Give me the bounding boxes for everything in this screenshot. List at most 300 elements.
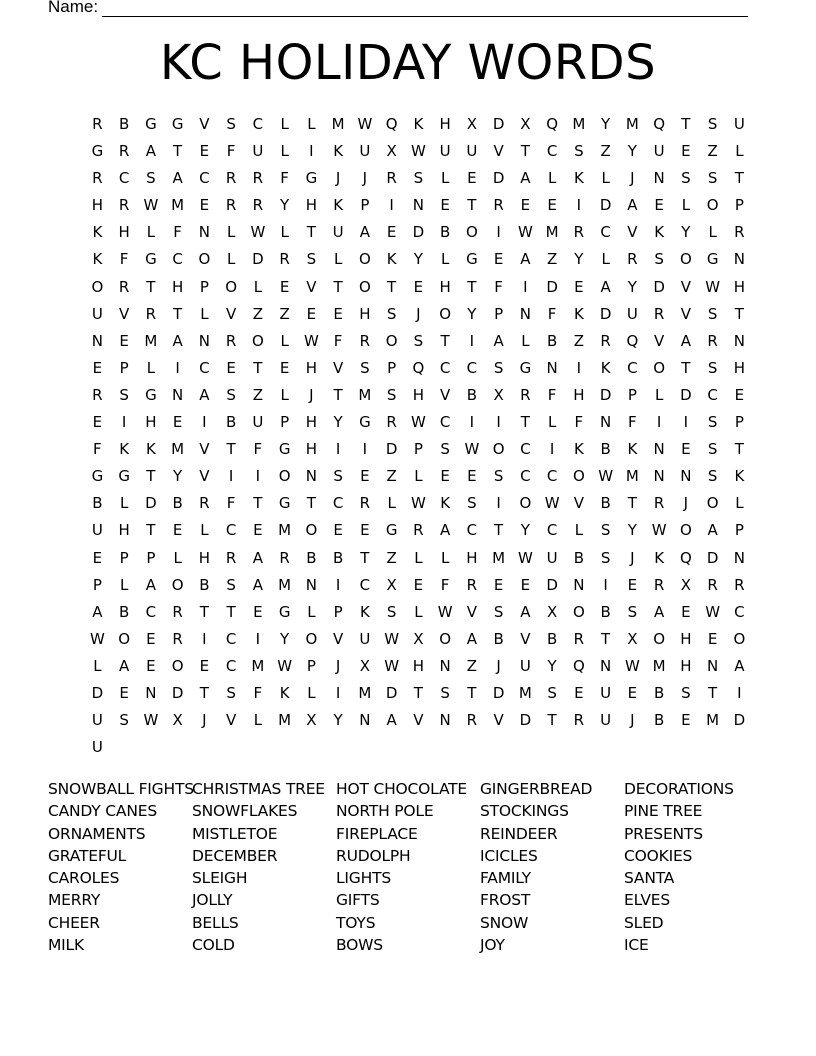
grid-letter[interactable]: P [199,277,209,296]
grid-letter[interactable]: X [546,602,558,621]
grid-letter[interactable]: S [413,169,424,188]
grid-letter[interactable]: F [440,575,450,594]
grid-letter[interactable]: R [225,196,237,215]
grid-letter[interactable]: B [546,629,558,648]
grid-letter[interactable]: E [199,196,210,215]
grid-letter[interactable]: N [198,331,210,350]
grid-letter[interactable]: D [599,196,612,215]
grid-letter[interactable]: M [358,385,372,404]
grid-letter[interactable]: H [305,358,318,377]
grid-letter[interactable]: I [656,413,662,432]
grid-letter[interactable]: E [681,711,691,730]
grid-letter[interactable]: L [414,548,423,567]
grid-letter[interactable]: R [225,331,237,350]
grid-letter[interactable]: D [706,548,719,567]
grid-letter[interactable]: G [278,602,291,621]
grid-letter[interactable]: W [705,277,721,296]
grid-letter[interactable]: E [520,575,531,594]
grid-letter[interactable]: R [466,711,478,730]
grid-letter[interactable]: Z [279,304,290,323]
grid-letter[interactable]: B [600,602,611,621]
grid-letter[interactable]: C [225,656,237,675]
grid-letter[interactable]: T [253,494,263,513]
grid-letter[interactable]: D [492,115,505,133]
grid-letter[interactable]: D [91,683,104,702]
grid-letter[interactable]: Z [386,548,397,567]
grid-letter[interactable]: F [494,277,503,296]
grid-letter[interactable]: M [251,656,265,675]
grid-letter[interactable]: U [359,629,371,648]
grid-letter[interactable]: N [733,250,745,269]
grid-letter[interactable]: H [118,521,130,540]
grid-letter[interactable]: S [654,250,664,269]
grid-letter[interactable]: E [172,413,183,432]
grid-letter[interactable]: I [576,196,582,215]
grid-letter[interactable]: L [253,277,263,296]
grid-letter[interactable]: N [653,440,665,459]
grid-letter[interactable]: V [118,304,130,323]
grid-letter[interactable]: J [496,656,501,675]
grid-letter[interactable]: I [255,467,261,486]
grid-letter[interactable]: B [439,223,451,242]
grid-letter[interactable]: H [305,413,318,432]
grid-letter[interactable]: I [202,413,207,432]
grid-letter[interactable]: V [439,385,451,404]
grid-letter[interactable]: E [92,548,103,567]
grid-letter[interactable]: E [574,277,584,296]
grid-letter[interactable]: V [680,304,691,323]
grid-letter[interactable]: H [359,304,371,323]
grid-letter[interactable]: S [600,548,611,567]
grid-letter[interactable]: S [146,169,156,188]
grid-letter[interactable]: L [200,304,209,323]
grid-letter[interactable]: M [358,683,372,702]
grid-letter[interactable]: J [202,711,207,730]
grid-letter[interactable]: R [92,115,103,133]
grid-letter[interactable]: H [145,413,157,432]
grid-letter[interactable]: I [469,413,475,432]
grid-letter[interactable]: O [358,250,371,269]
grid-letter[interactable]: U [519,656,531,675]
grid-letter[interactable]: I [496,494,501,513]
grid-letter[interactable]: Y [627,142,637,161]
grid-letter[interactable]: V [199,467,210,486]
grid-letter[interactable]: O [733,629,746,648]
grid-letter[interactable]: T [360,548,370,567]
grid-letter[interactable]: M [331,115,345,133]
grid-letter[interactable]: O [653,358,666,377]
grid-letter[interactable]: L [173,548,182,567]
grid-letter[interactable]: L [735,142,744,161]
grid-letter[interactable]: I [496,223,501,242]
grid-letter[interactable]: S [226,115,236,133]
grid-letter[interactable]: D [385,440,398,459]
grid-letter[interactable]: H [305,196,318,215]
grid-letter[interactable]: R [279,548,290,567]
grid-letter[interactable]: N [359,711,371,730]
grid-letter[interactable]: P [333,602,343,621]
grid-letter[interactable]: O [278,467,291,486]
grid-letter[interactable]: O [572,602,585,621]
grid-letter[interactable]: A [466,629,477,648]
grid-letter[interactable]: R [466,575,478,594]
grid-letter[interactable]: I [496,413,501,432]
grid-letter[interactable]: K [145,440,156,459]
grid-letter[interactable]: O [171,575,184,594]
grid-letter[interactable]: O [519,494,532,513]
grid-letter[interactable]: T [173,142,183,161]
grid-letter[interactable]: I [335,683,341,702]
grid-letter[interactable]: Z [466,656,478,675]
grid-letter[interactable]: V [493,142,504,161]
grid-letter[interactable]: D [599,304,612,323]
grid-letter[interactable]: L [521,331,530,350]
grid-letter[interactable]: N [198,223,210,242]
grid-letter[interactable]: Z [252,304,264,323]
grid-letter[interactable]: V [225,304,237,323]
grid-letter[interactable]: C [172,250,183,269]
grid-letter[interactable]: B [118,115,130,133]
grid-letter[interactable]: J [335,656,341,675]
grid-letter[interactable]: T [387,277,397,296]
grid-letter[interactable]: U [439,142,451,161]
grid-letter[interactable]: I [549,440,555,459]
grid-letter[interactable]: R [627,250,638,269]
grid-letter[interactable]: B [493,629,504,648]
grid-letter[interactable]: R [225,169,237,188]
grid-letter[interactable]: U [359,142,371,161]
grid-letter[interactable]: X [359,656,371,675]
grid-letter[interactable]: F [226,494,236,513]
grid-letter[interactable]: N [519,304,531,323]
grid-letter[interactable]: I [255,629,261,648]
grid-letter[interactable]: S [360,358,370,377]
grid-letter[interactable]: U [332,223,344,242]
grid-letter[interactable]: T [601,629,611,648]
grid-letter[interactable]: M [171,196,185,215]
grid-letter[interactable]: N [733,331,745,350]
grid-letter[interactable]: S [707,467,718,486]
grid-letter[interactable]: B [92,494,103,513]
grid-letter[interactable]: N [305,575,317,594]
grid-letter[interactable]: R [386,169,397,188]
grid-letter[interactable]: D [492,169,505,188]
grid-letter[interactable]: O [492,440,505,459]
grid-letter[interactable]: W [303,331,319,350]
grid-letter[interactable]: T [627,494,637,513]
grid-letter[interactable]: C [225,521,237,540]
grid-letter[interactable]: L [414,467,423,486]
grid-letter[interactable]: H [91,196,104,215]
grid-letter[interactable]: O [171,656,184,675]
grid-letter[interactable]: C [546,467,558,486]
grid-letter[interactable]: J [335,169,341,188]
grid-letter[interactable]: N [680,467,692,486]
grid-letter[interactable]: Q [626,331,639,350]
grid-letter[interactable]: X [306,711,317,730]
grid-letter[interactable]: K [573,169,584,188]
grid-letter[interactable]: E [172,521,183,540]
grid-letter[interactable]: R [573,711,585,730]
grid-letter[interactable]: R [520,385,531,404]
grid-letter[interactable]: A [359,223,370,242]
grid-letter[interactable]: T [681,115,691,133]
grid-letter[interactable]: E [253,602,263,621]
grid-letter[interactable]: E [279,277,290,296]
grid-letter[interactable]: R [600,331,611,350]
grid-letter[interactable]: D [599,385,612,404]
grid-letter[interactable]: N [91,331,103,350]
grid-letter[interactable]: F [226,142,236,161]
grid-letter[interactable]: S [493,467,504,486]
grid-letter[interactable]: E [440,467,450,486]
grid-letter[interactable]: R [92,169,103,188]
grid-letter[interactable]: M [706,711,720,730]
grid-letter[interactable]: L [440,169,450,188]
grid-letter[interactable]: F [280,169,289,188]
grid-letter[interactable]: K [413,115,424,133]
grid-letter[interactable]: D [145,494,157,513]
grid-letter[interactable]: O [358,277,371,296]
grid-letter[interactable]: M [278,521,292,540]
grid-letter[interactable]: O [439,629,452,648]
grid-letter[interactable]: S [226,683,236,702]
grid-letter[interactable]: L [735,494,744,513]
grid-letter[interactable]: I [683,413,689,432]
grid-letter[interactable]: T [440,331,450,350]
grid-letter[interactable]: Y [627,277,637,296]
grid-letter[interactable]: S [386,385,397,404]
grid-letter[interactable]: A [520,169,531,188]
grid-letter[interactable]: P [627,385,637,404]
grid-letter[interactable]: S [306,250,317,269]
grid-letter[interactable]: C [332,494,344,513]
grid-letter[interactable]: H [573,385,585,404]
grid-letter[interactable]: L [387,494,396,513]
grid-letter[interactable]: S [386,602,397,621]
grid-letter[interactable]: T [467,683,477,702]
grid-letter[interactable]: P [306,656,316,675]
grid-letter[interactable]: C [466,358,478,377]
grid-letter[interactable]: K [440,494,451,513]
grid-letter[interactable]: I [469,331,475,350]
grid-letter[interactable]: W [410,413,426,432]
grid-letter[interactable]: H [680,656,692,675]
grid-letter[interactable]: D [653,277,665,296]
grid-letter[interactable]: L [253,711,263,730]
grid-letter[interactable]: N [305,467,317,486]
grid-letter[interactable]: L [280,223,289,242]
grid-letter[interactable]: A [680,331,691,350]
grid-letter[interactable]: Z [707,142,718,161]
grid-letter[interactable]: N [733,548,745,567]
grid-letter[interactable]: A [734,656,745,675]
grid-letter[interactable]: K [654,548,665,567]
grid-letter[interactable]: W [143,711,159,730]
grid-letter[interactable]: G [171,115,184,133]
grid-letter[interactable]: U [91,738,103,757]
grid-letter[interactable]: B [573,548,585,567]
grid-letter[interactable]: C [439,413,451,432]
grid-letter[interactable]: A [118,656,130,675]
grid-letter[interactable]: S [467,494,477,513]
grid-letter[interactable]: K [92,250,103,269]
grid-letter[interactable]: O [572,467,585,486]
grid-letter[interactable]: A [707,521,718,540]
grid-letter[interactable]: S [333,467,343,486]
grid-letter[interactable]: W [517,223,533,242]
grid-letter[interactable]: S [440,440,450,459]
grid-letter[interactable]: O [251,331,264,350]
grid-letter[interactable]: I [121,413,127,432]
grid-letter[interactable]: T [494,521,504,540]
grid-letter[interactable]: A [627,196,638,215]
grid-letter[interactable]: Y [574,250,584,269]
grid-letter[interactable]: A [252,575,263,594]
name-underline[interactable] [102,0,748,17]
grid-letter[interactable]: L [681,196,691,215]
grid-letter[interactable]: T [226,440,236,459]
grid-letter[interactable]: F [173,223,182,242]
grid-letter[interactable]: C [439,358,451,377]
grid-letter[interactable]: W [598,467,614,486]
grid-letter[interactable]: F [547,304,557,323]
grid-letter[interactable]: S [707,358,718,377]
grid-letter[interactable]: W [651,521,667,540]
grid-letter[interactable]: V [199,440,210,459]
grid-letter[interactable]: R [653,304,665,323]
grid-letter[interactable]: J [630,711,635,730]
grid-letter[interactable]: S [119,711,129,730]
grid-letter[interactable]: L [146,223,156,242]
grid-letter[interactable]: G [118,467,130,486]
grid-letter[interactable]: V [653,331,665,350]
grid-letter[interactable]: C [546,142,558,161]
grid-letter[interactable]: A [145,575,156,594]
grid-letter[interactable]: T [306,223,316,242]
grid-letter[interactable]: W [410,494,426,513]
grid-letter[interactable]: T [253,358,263,377]
grid-letter[interactable]: F [628,413,637,432]
grid-letter[interactable]: V [225,711,237,730]
grid-letter[interactable]: K [654,223,665,242]
grid-letter[interactable]: E [386,223,397,242]
grid-letter[interactable]: C [520,467,531,486]
grid-letter[interactable]: P [92,575,102,594]
grid-letter[interactable]: U [91,711,103,730]
grid-letter[interactable]: G [706,250,719,269]
grid-letter[interactable]: K [573,304,584,323]
grid-letter[interactable]: W [624,656,640,675]
grid-letter[interactable]: S [440,683,450,702]
grid-letter[interactable]: I [335,440,341,459]
grid-letter[interactable]: M [625,467,639,486]
grid-letter[interactable]: S [226,575,236,594]
grid-letter[interactable]: T [199,683,209,702]
grid-letter[interactable]: D [546,575,558,594]
grid-letter[interactable]: V [520,629,531,648]
grid-letter[interactable]: Z [386,467,397,486]
grid-letter[interactable]: N [439,711,451,730]
grid-letter[interactable]: B [118,602,130,621]
grid-letter[interactable]: D [412,223,425,242]
grid-letter[interactable]: O [465,223,478,242]
grid-letter[interactable]: L [226,223,236,242]
grid-letter[interactable]: V [332,358,344,377]
grid-letter[interactable]: V [680,277,691,296]
grid-letter[interactable]: R [172,602,183,621]
grid-letter[interactable]: O [305,521,318,540]
grid-letter[interactable]: H [198,548,211,567]
grid-letter[interactable]: G [91,467,104,486]
grid-letter[interactable]: I [737,683,742,702]
grid-letter[interactable]: X [520,115,531,133]
grid-letter[interactable]: R [359,331,371,350]
grid-letter[interactable]: J [630,169,635,188]
grid-letter[interactable]: L [307,115,316,133]
grid-letter[interactable]: R [653,575,665,594]
grid-letter[interactable]: P [280,413,290,432]
grid-letter[interactable]: O [706,196,719,215]
grid-letter[interactable]: V [573,494,584,513]
grid-letter[interactable]: B [653,683,665,702]
grid-letter[interactable]: T [226,602,236,621]
grid-letter[interactable]: C [600,223,611,242]
grid-letter[interactable]: A [145,142,156,161]
grid-letter[interactable]: K [627,440,638,459]
grid-letter[interactable]: W [277,656,293,675]
grid-letter[interactable]: R [279,250,290,269]
grid-letter[interactable]: C [520,440,531,459]
grid-letter[interactable]: T [146,277,156,296]
grid-letter[interactable]: E [493,250,504,269]
grid-letter[interactable]: R [118,196,130,215]
grid-letter[interactable]: T [467,196,477,215]
grid-letter[interactable]: L [601,250,610,269]
grid-letter[interactable]: J [309,385,314,404]
grid-letter[interactable]: A [653,602,665,621]
grid-letter[interactable]: X [386,575,397,594]
grid-letter[interactable]: I [228,467,234,486]
grid-letter[interactable]: G [385,521,398,540]
grid-letter[interactable]: P [387,358,397,377]
grid-letter[interactable]: G [278,440,291,459]
grid-letter[interactable]: V [199,115,210,133]
grid-letter[interactable]: Z [546,250,558,269]
grid-letter[interactable]: E [279,358,290,377]
grid-letter[interactable]: H [412,656,425,675]
grid-letter[interactable]: S [707,304,718,323]
grid-letter[interactable]: B [600,440,611,459]
grid-letter[interactable]: J [683,494,689,513]
grid-letter[interactable]: N [707,656,719,675]
grid-letter[interactable]: T [520,142,530,161]
grid-letter[interactable]: Q [653,115,666,133]
grid-letter[interactable]: H [305,440,318,459]
grid-letter[interactable]: E [413,277,424,296]
grid-letter[interactable]: E [627,575,638,594]
grid-letter[interactable]: H [680,629,692,648]
grid-letter[interactable]: E [734,385,745,404]
grid-letter[interactable]: R [118,142,130,161]
grid-letter[interactable]: O [225,277,238,296]
grid-letter[interactable]: C [252,115,264,133]
grid-letter[interactable]: E [681,142,691,161]
grid-letter[interactable]: E [493,575,504,594]
grid-letter[interactable]: C [199,169,210,188]
grid-letter[interactable]: G [91,142,104,161]
grid-letter[interactable]: F [253,440,263,459]
